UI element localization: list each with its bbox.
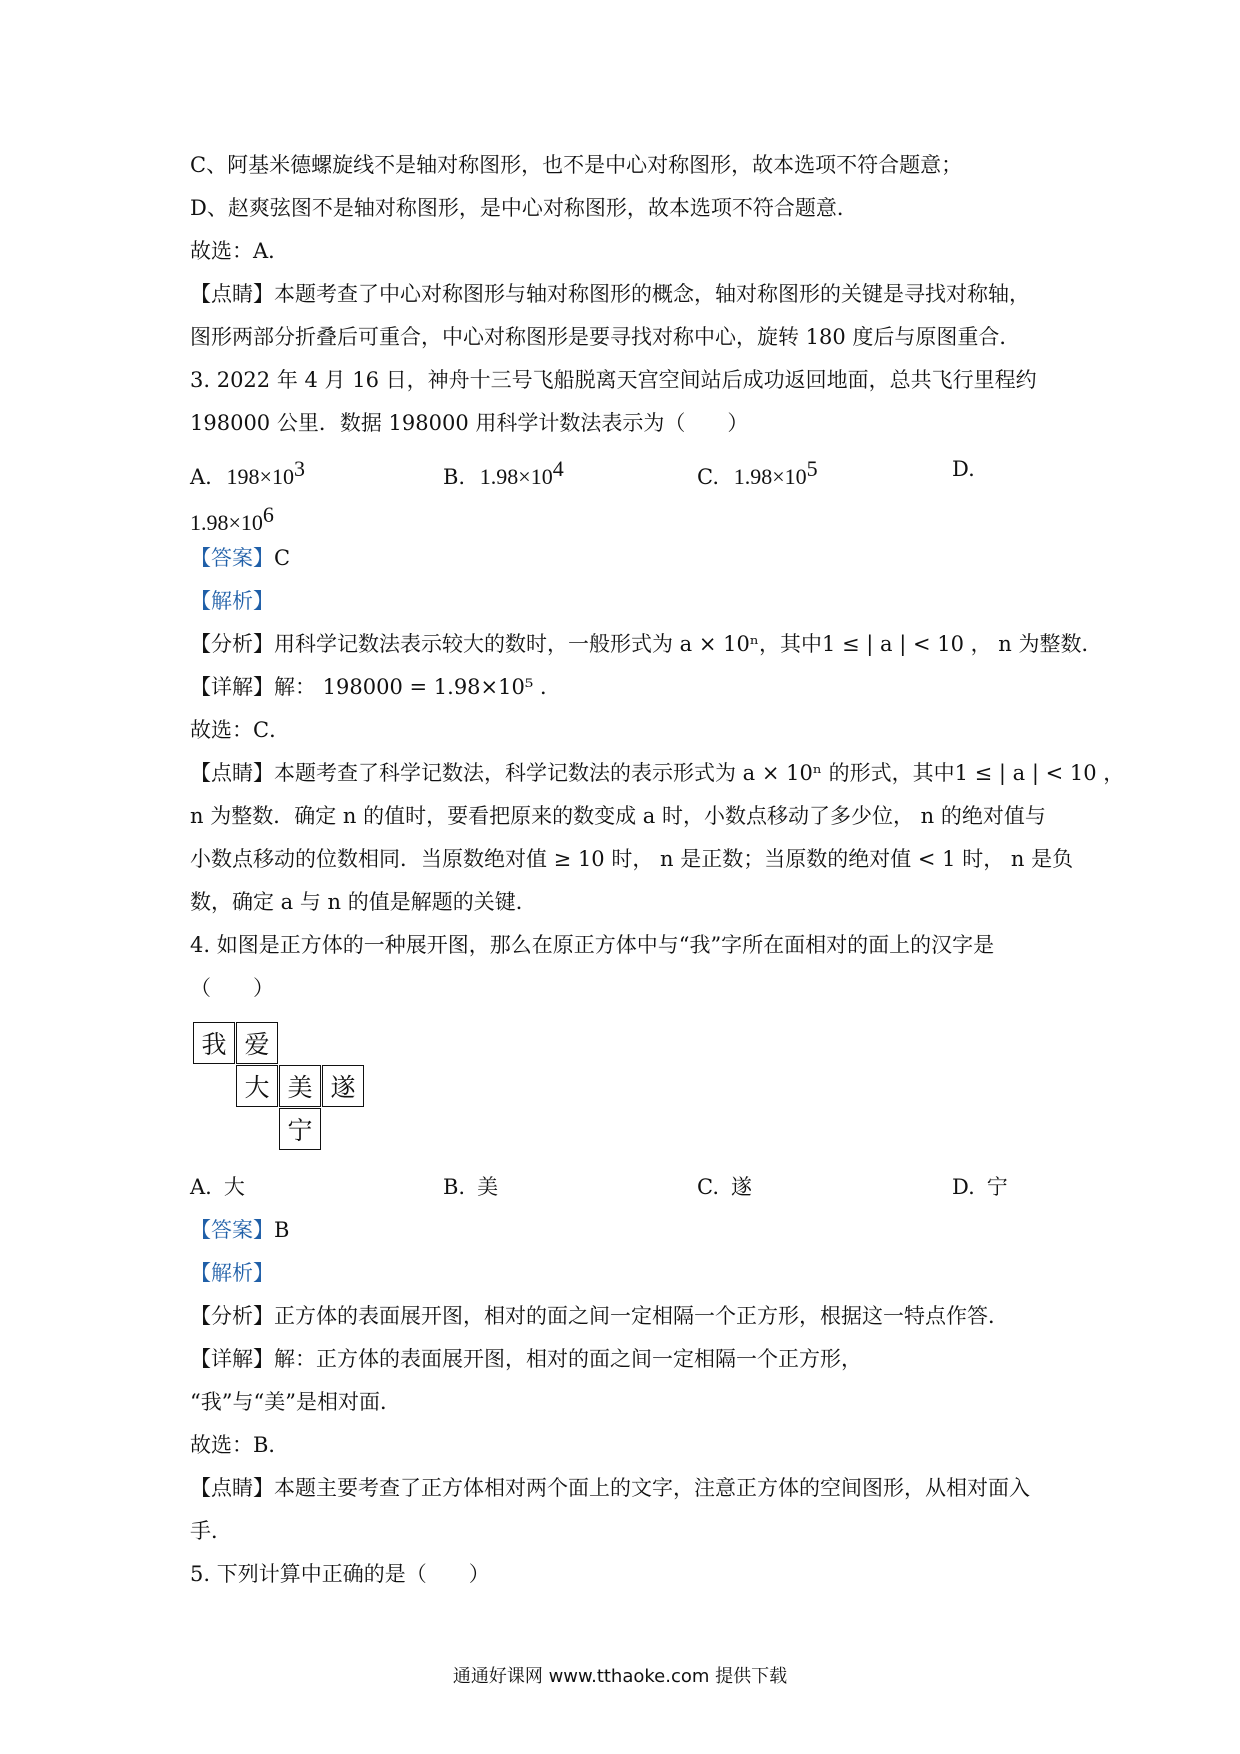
q4-option-c: C. 遂 (697, 1175, 752, 1199)
question-5-line-1: 5. 下列计算中正确的是（ ） (190, 1562, 490, 1586)
net-cell-da: 大 (236, 1065, 278, 1107)
net-cell-mei: 美 (279, 1065, 321, 1107)
q4-xiangjie-2: “我”与“美”是相对面． (190, 1390, 401, 1414)
q4-option-a: A. 大 (190, 1175, 245, 1199)
q4-select: 故选：B． (190, 1433, 290, 1457)
q3-option-a: A. $198\times 10^3$ (190, 456, 305, 489)
q3-option-c: C. $1.98\times 10^5$ (697, 456, 818, 489)
question-4-line-2: （ ） (190, 976, 274, 1000)
question-4-line-1: 4. 如图是正方体的一种展开图，那么在原正方体中与“我”字所在面相对的面上的汉字是 (190, 933, 995, 957)
q3-option-d: $1.98\times 10^6$ (190, 502, 274, 535)
q4-fenxi: 【分析】正方体的表面展开图，相对的面之间一定相隔一个正方形，根据这一特点作答． (190, 1304, 1009, 1328)
q4-dianjing-2: 手． (190, 1519, 232, 1543)
q3-xiangjie: 【详解】解： 198000 = 1.98×10⁵ ． (190, 675, 561, 699)
q3-dianjing-3: 小数点移动的位数相同．当原数绝对值 ≥ 10 时， n 是正数；当原数的绝对值 < 1 时， n 是负 (190, 847, 1074, 871)
q3-dianjing-4: 数，确定 a 与 n 的值是解题的关键． (190, 890, 537, 914)
q3-option-d-label: D. (952, 457, 975, 481)
q4-jiexi: 【解析】 (190, 1261, 274, 1285)
net-cell-ai: 爱 (236, 1022, 278, 1064)
para-dianjing-1: 【点睛】本题考查了中心对称图形与轴对称图形的概念，轴对称图形的关键是寻找对称轴， (190, 282, 1030, 306)
net-cell-wo: 我 (193, 1022, 235, 1064)
q4-answer: 【答案】B (190, 1218, 290, 1242)
q3-dianjing-2: n 为整数．确定 n 的值时，要看把原来的数变成 a 时，小数点移动了多少位， n 的绝对值与 (190, 804, 1046, 828)
page-footer: 通通好课网 www.tthaoke.com 提供下载 (452, 1666, 788, 1687)
question-3-line-2: 198000 公里．数据 198000 用科学计数法表示为（ ） (190, 411, 749, 435)
para-dianjing-2: 图形两部分折叠后可重合，中心对称图形是要寻找对称中心，旋转 180 度后与原图重合． (190, 325, 1021, 349)
q3-answer: 【答案】C (190, 546, 291, 570)
q4-option-b: B. 美 (443, 1175, 499, 1199)
q3-option-b: B. $1.98\times 10^4$ (443, 456, 564, 489)
q3-select: 故选：C． (190, 718, 291, 742)
q4-xiangjie: 【详解】解：正方体的表面展开图，相对的面之间一定相隔一个正方形， (190, 1347, 862, 1371)
q3-jiexi: 【解析】 (190, 589, 274, 613)
para-select-a: 故选：A． (190, 239, 290, 263)
q4-dianjing-1: 【点睛】本题主要考查了正方体相对两个面上的文字，注意正方体的空间图形，从相对面入 (190, 1476, 1030, 1500)
question-3-line-1: 3. 2022 年 4 月 16 日，神舟十三号飞船脱离天宫空间站后成功返回地面，总共飞行里程约 (190, 368, 1037, 392)
para-option-d: D、赵爽弦图不是轴对称图形，是中心对称图形，故本选项不符合题意． (190, 196, 858, 220)
para-option-c: C、阿基米德螺旋线不是轴对称图形，也不是中心对称图形，故本选项不符合题意； (190, 153, 963, 177)
q4-option-d: D. 宁 (952, 1175, 1008, 1199)
q3-fenxi: 【分析】用科学记数法表示较大的数时，一般形式为 a × 10ⁿ，其中1 ≤ | a | < 10 ， n 为整数． (190, 632, 1103, 656)
net-cell-ning: 宁 (279, 1108, 321, 1150)
q3-dianjing-1: 【点睛】本题考查了科学记数法，科学记数法的表示形式为 a × 10ⁿ 的形式，其中1 ≤ | a | < 10 ， (190, 761, 1125, 785)
dianjing-tag: 【点睛】 (190, 282, 274, 306)
net-cell-sui: 遂 (322, 1065, 364, 1107)
